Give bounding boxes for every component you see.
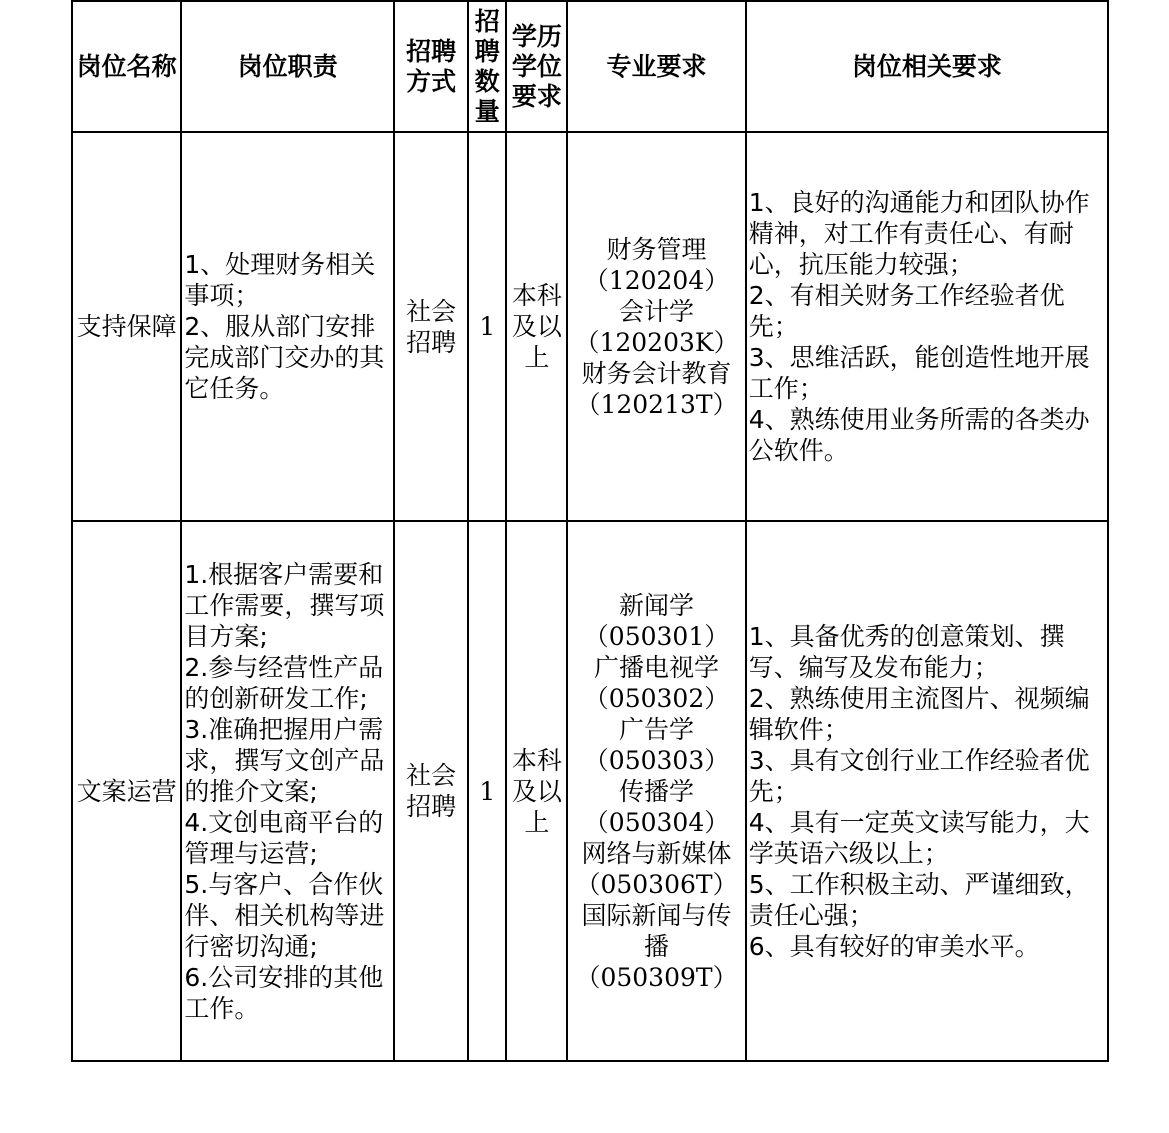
major-code: （050303） [583, 745, 730, 775]
table-row [72, 132, 1108, 521]
header-requirements: 岗位相关要求 [746, 1, 1108, 132]
major-name: 财务会计教育 [581, 358, 732, 388]
duty-item: 4.文创电商平台的管理与运营; [184, 807, 384, 868]
recruit-method-cell: 社会招聘 [394, 521, 468, 1061]
duty-item: 5.与客户、合作伙伴、相关机构等进行密切沟通; [184, 869, 385, 961]
major-code: （050304） [583, 807, 730, 837]
requirements-cell [746, 521, 1108, 1061]
requirement-item: 2、熟练使用主流图片、视频编辑软件； [748, 683, 1090, 744]
duty-item: 1、处理财务相关事项； [184, 250, 376, 310]
major-code: （050306T） [575, 869, 738, 899]
requirement-item: 4、具有一定英文读写能力，大学英语六级以上； [748, 807, 1090, 868]
header-duties: 岗位职责 [181, 1, 394, 132]
requirement-item: 1、良好的沟通能力和团队协作精神，对工作有责任心、有耐心，抗压能力较强； [748, 188, 1090, 279]
header-recruit-method: 招聘方式 [394, 1, 468, 132]
education-cell: 本科及以上 [506, 521, 567, 1061]
major-cell [567, 132, 746, 521]
major-name: 新闻学 [619, 590, 695, 620]
major-cell [567, 521, 746, 1061]
requirement-item: 3、思维活跃，能创造性地开展工作； [748, 343, 1090, 403]
recruit-method-cell: 社会招聘 [394, 132, 468, 521]
header-education: 学历学位要求 [506, 1, 567, 132]
major-name: 会计学 [619, 296, 695, 326]
major-name: 网络与新媒体 [581, 838, 732, 868]
recruit-count-cell: 1 [468, 521, 506, 1061]
requirement-item: 5、工作积极主动、严谨细致，责任心强； [748, 869, 1090, 930]
duty-item: 1.根据客户需要和工作需要，撰写项目方案; [184, 559, 385, 651]
major-code: （050309T） [575, 962, 738, 992]
major-code: （050302） [583, 683, 730, 713]
table-header-row [72, 1, 1108, 132]
major-code: （120203K） [574, 327, 739, 357]
duty-item: 2、服从部门安排完成部门交办的其它任务。 [184, 312, 385, 403]
requirement-item: 2、有相关财务工作经验者优先； [748, 281, 1065, 341]
recruit-count-cell: 1 [468, 132, 506, 521]
position-name-cell: 支持保障 [72, 132, 181, 521]
major-name: 传播学 [619, 776, 695, 806]
major-name: 国际新闻与传播 [581, 900, 732, 961]
requirements-cell [746, 132, 1108, 521]
header-position-name: 岗位名称 [72, 1, 181, 132]
duty-item: 6.公司安排的其他工作。 [184, 962, 384, 1023]
major-name: 财务管理 [606, 234, 707, 264]
header-recruit-count: 招聘数量 [468, 1, 506, 132]
position-name-cell: 文案运营 [72, 521, 181, 1061]
duty-item: 2.参与经营性产品的创新研发工作; [184, 652, 384, 713]
education-cell: 本科及以上 [506, 132, 567, 521]
header-major: 专业要求 [567, 1, 746, 132]
requirement-item: 1、具备优秀的创意策划、撰写、编写及发布能力； [748, 621, 1065, 682]
table-row [72, 521, 1108, 1061]
duties-cell [181, 521, 394, 1061]
major-name: 广告学 [619, 714, 695, 744]
duty-item: 3.准确把握用户需求，撰写文创产品的推介文案; [184, 714, 385, 806]
requirement-item: 4、熟练使用业务所需的各类办公软件。 [748, 405, 1090, 465]
job-table [71, 0, 1109, 1062]
requirement-item: 3、具有文创行业工作经验者优先； [748, 745, 1090, 806]
major-code: （120213T） [575, 389, 738, 419]
major-code: （050301） [583, 621, 730, 651]
major-code: （120204） [583, 265, 730, 295]
requirement-item: 6、具有较好的审美水平。 [748, 931, 1040, 961]
duties-cell [181, 132, 394, 521]
major-name: 广播电视学 [594, 652, 720, 682]
